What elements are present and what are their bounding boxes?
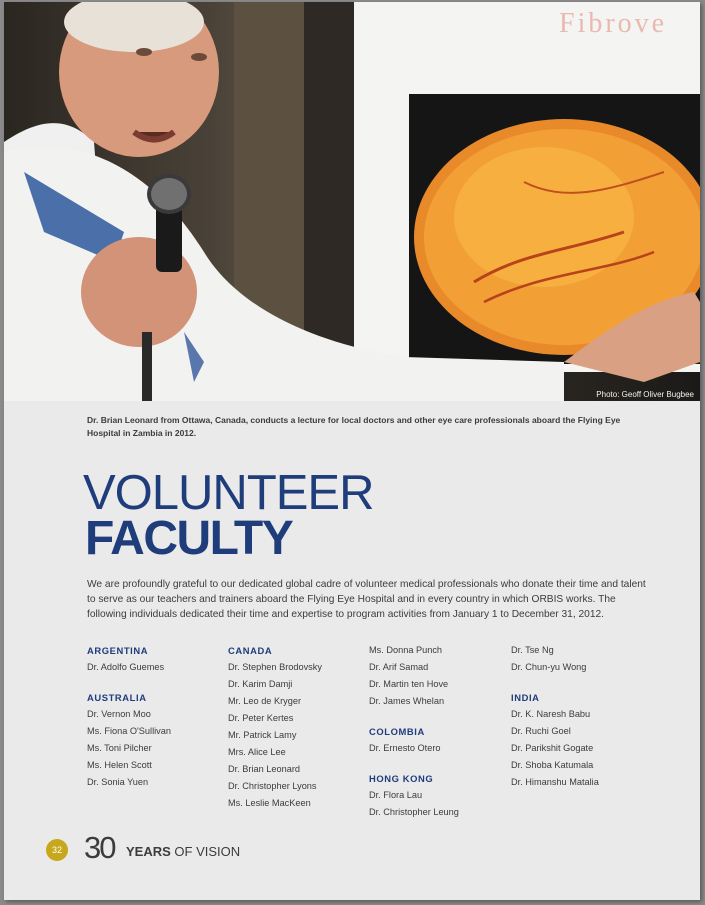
country-heading: ARGENTINA [87,645,149,656]
faculty-name: Dr. Ernesto Otero [369,743,441,753]
faculty-name: Dr. Sonia Yuen [87,777,149,787]
faculty-name: Dr. Tse Ng [511,645,554,655]
faculty-name: Dr. Arif Samad [369,662,429,672]
faculty-column-4 [511,642,651,791]
of-vision-label: OF VISION [174,844,241,859]
intro-paragraph: We are profoundly grateful to our dedicated global cadre of volunteer medical professionals who donate their time and talent to serve as our teachers and trainers aboard the Flying Eye Hospital and in every country in which ORBIS works. The following individuals dedicated their time and expertise to program activities from January 1 to December 31, 2012. [87,579,646,620]
country-heading: INDIA [511,692,540,703]
country-heading: CANADA [228,645,273,656]
faculty-name: Dr. Peter Kertes [228,713,294,723]
faculty-name: Mrs. Alice Lee [228,747,286,757]
page [4,2,700,900]
faculty-name: Dr. Karim Damji [228,679,293,689]
faculty-name: Dr. Ruchi Goel [511,726,571,736]
faculty-name: Dr. Adolfo Guemes [87,662,165,672]
faculty-name: Ms. Fiona O'Sullivan [87,726,171,736]
country-heading: HONG KONG [369,773,434,784]
faculty-name: Ms. Donna Punch [369,645,443,655]
photo-credit: Photo: Geoff Oliver Bugbee [596,390,694,399]
page-title-line2: FACULTY [85,512,293,565]
lecture-photo-illustration [4,2,700,401]
lecture-photo [4,2,700,401]
faculty-name: Dr. Stephen Brodovsky [228,662,322,672]
faculty-name: Dr. Vernon Moo [87,709,151,719]
faculty-name: Dr. Himanshu Matalia [511,777,599,787]
country-heading: COLOMBIA [369,726,425,737]
years-of-vision-text [126,844,240,860]
page-number-badge: 32 [46,839,68,861]
faculty-column-2 [228,642,368,812]
faculty-name: Ms. Leslie MacKeen [228,798,311,808]
faculty-name: Dr. Flora Lau [369,790,423,800]
page-title-line1: VOLUNTEER [83,466,374,520]
photo-caption: Dr. Brian Leonard from Ottawa, Canada, conducts a lecture for local doctors and other eye care professionals aboard the Flying Eye Hospital in Zambia in 2012. [87,415,621,438]
faculty-name: Dr. Chun-yu Wong [511,662,587,672]
country-heading: AUSTRALIA [87,692,147,703]
screen-text: Fibrove [559,8,668,39]
faculty-name: Dr. Shoba Katumala [511,760,594,770]
faculty-name: Mr. Patrick Lamy [228,730,297,740]
faculty-name: Dr. Martin ten Hove [369,679,449,689]
faculty-name: Dr. Brian Leonard [228,764,301,774]
faculty-name: Mr. Leo de Kryger [228,696,302,706]
thirty-years-logo: 30 [84,830,115,865]
faculty-name: Dr. K. Naresh Babu [511,709,591,719]
faculty-column-1 [87,642,227,791]
faculty-name: Dr. Parikshit Gogate [511,743,594,753]
faculty-name: Ms. Toni Pilcher [87,743,152,753]
faculty-name: Dr. James Whelan [369,696,445,706]
years-label: YEARS [126,844,171,859]
faculty-column-3 [369,642,509,821]
faculty-name: Ms. Helen Scott [87,760,152,770]
faculty-name: Dr. Christopher Leung [369,807,459,817]
faculty-name: Dr. Christopher Lyons [228,781,317,791]
